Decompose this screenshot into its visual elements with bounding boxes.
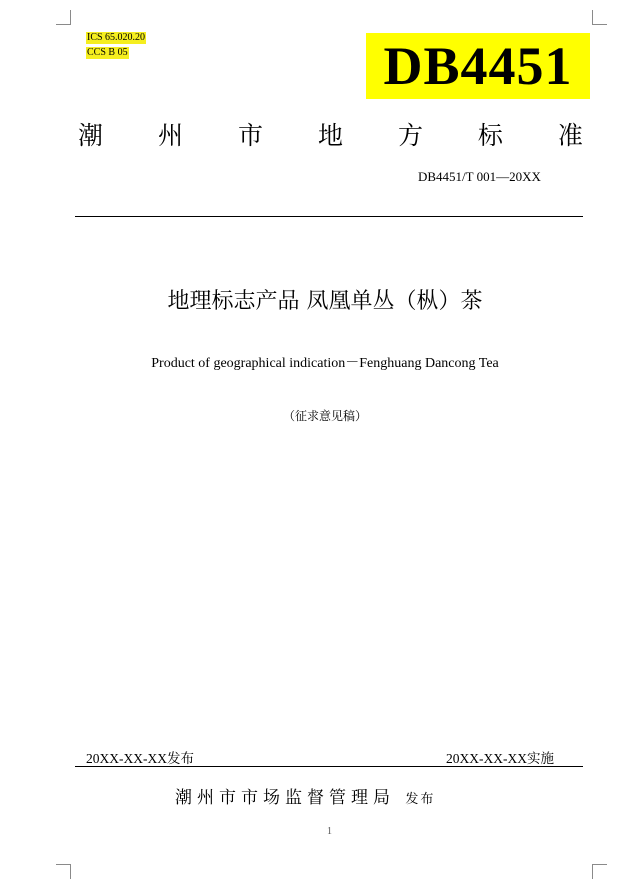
crop-mark-top-right [592, 10, 607, 25]
header-divider [75, 216, 583, 217]
standard-type-char: 方 [397, 121, 423, 150]
crop-mark-bottom-right [592, 864, 607, 879]
ccs-code: CCS B 05 [87, 47, 128, 58]
issuer-name: 潮州市市场监督管理局 [175, 788, 395, 808]
issue-date: 20XX-XX-XX发布 [86, 751, 194, 766]
standard-type-char: 州 [157, 121, 183, 150]
ics-code: ICS 65.020.20 [87, 32, 146, 43]
footer-divider [75, 766, 583, 767]
crop-mark-bottom-left [56, 864, 71, 879]
standard-number: DB4451/T 001—20XX [418, 169, 541, 184]
issuer [175, 783, 435, 808]
draft-status: （征求意见稿） [282, 409, 367, 423]
issuer-suffix: 发布 [405, 792, 436, 807]
standard-logo: DB4451 [366, 33, 590, 99]
standard-type-char: 市 [237, 121, 263, 150]
standard-type-char: 准 [557, 121, 583, 150]
standard-type-title [78, 118, 583, 154]
crop-mark-top-left [56, 10, 71, 25]
standard-type-char: 潮 [78, 121, 104, 150]
document-title-cn: 地理标志产品 凤凰单丛（枞）茶 [167, 289, 483, 314]
standard-type-char: 标 [477, 121, 503, 150]
standard-type-char: 地 [317, 121, 343, 150]
page-number: 1 [327, 826, 332, 837]
implement-date: 20XX-XX-XX实施 [446, 751, 554, 766]
document-title-en: Product of geographical indication－Fenghuang Dancong Tea [151, 356, 499, 371]
